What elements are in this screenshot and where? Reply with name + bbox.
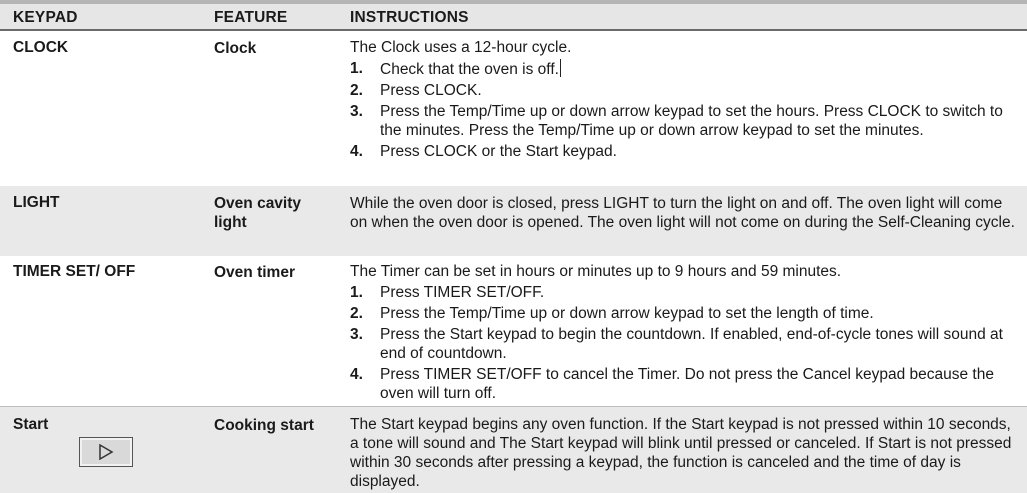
table-row-light — [0, 186, 1027, 256]
keypad-cell: CLOCK — [13, 39, 69, 56]
list-item — [350, 304, 1025, 323]
feature-cell: Cooking start — [214, 417, 314, 434]
play-icon — [98, 444, 114, 460]
step-text: Press TIMER SET/OFF to cancel the Timer. Do not press the Cancel keypad because the oven will turn off. — [380, 366, 994, 402]
step-number: 2. — [350, 305, 363, 322]
step-number: 3. — [350, 326, 363, 343]
step-text: Press the Temp/Time up or down arrow keypad to set the hours. Press CLOCK to switch to the minutes. Press the Temp/Time up or down arrow keypad to set the minutes. — [380, 103, 1003, 139]
step-number: 3. — [350, 103, 363, 120]
feature-cell: Oven timer — [214, 264, 295, 281]
step-number: 1. — [350, 284, 363, 301]
feature-cell: Oven cavity light — [214, 195, 302, 231]
step-number: 4. — [350, 366, 363, 383]
table-row-timer — [0, 256, 1027, 406]
keypad-cell: Start — [13, 416, 49, 433]
steps-list — [350, 283, 1025, 403]
list-item — [350, 365, 1025, 403]
start-keypad-button[interactable] — [79, 437, 133, 467]
intro-text: The Start keypad begins any oven function. If the Start keypad is not pressed within 10 seconds, a tone will sound and The Start keypad will blink until pressed or canceled. If Start is not pressed within 30 seconds after pressing a keypad, the function is canceled and the time of day is displayed. — [350, 416, 1012, 490]
list-item — [350, 325, 1025, 363]
list-item — [350, 81, 1022, 100]
intro-text: The Timer can be set in hours or minutes up to 9 hours and 59 minutes. — [350, 263, 842, 280]
intro-text: While the oven door is closed, press LIGHT to turn the light on and off. The oven light will come on when the oven door is opened. The oven light will not come on during the Self-Cleaning cycle. — [350, 195, 1015, 231]
intro-text: The Clock uses a 12-hour cycle. — [350, 39, 572, 56]
step-number: 2. — [350, 82, 363, 99]
keypad-cell: TIMER SET/ OFF — [13, 263, 136, 280]
header-instructions: INSTRUCTIONS — [350, 9, 469, 26]
step-text: Press the Start keypad to begin the countdown. If enabled, end-of-cycle tones will sound at end of countdown. — [380, 326, 1003, 362]
feature-cell: Clock — [214, 40, 257, 57]
instructions-cell — [350, 262, 1025, 405]
header-feature: FEATURE — [214, 9, 288, 26]
table-row-start — [0, 406, 1027, 493]
header-keypad: KEYPAD — [13, 9, 78, 26]
list-item — [350, 59, 1022, 79]
step-text: Press TIMER SET/OFF. — [380, 284, 545, 301]
steps-list — [350, 59, 1022, 161]
list-item — [350, 102, 1022, 140]
step-number: 4. — [350, 143, 363, 160]
list-item — [350, 142, 1022, 161]
list-item — [350, 283, 1025, 302]
step-text: Press CLOCK. — [380, 82, 482, 99]
step-number: 1. — [350, 60, 363, 77]
step-text: Press CLOCK or the Start keypad. — [380, 143, 617, 160]
step-text: Press the Temp/Time up or down arrow keypad to set the length of time. — [380, 305, 874, 322]
table-row-clock — [0, 31, 1027, 186]
step-text: Check that the oven is off. — [380, 61, 559, 78]
instructions-cell — [350, 415, 1022, 491]
instructions-cell — [350, 194, 1022, 232]
table-header — [0, 4, 1027, 31]
text-cursor — [560, 59, 561, 77]
instructions-cell — [350, 38, 1022, 163]
keypad-cell: LIGHT — [13, 194, 60, 211]
